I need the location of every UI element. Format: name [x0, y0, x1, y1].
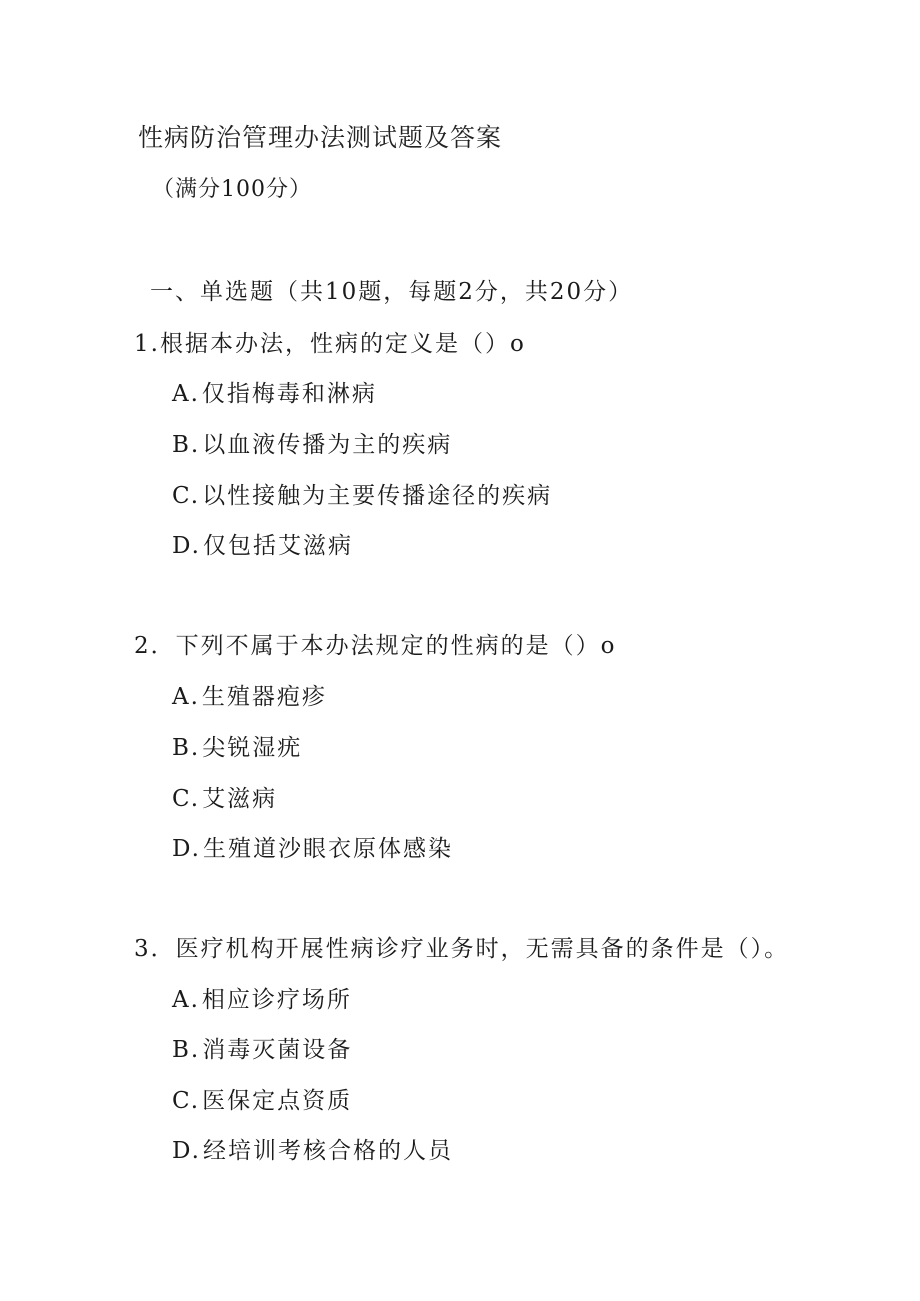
question-1-option-a — [172, 375, 377, 408]
question-2-option-b — [172, 729, 302, 762]
option-text: 以性接触为主要传播途径的疾病 — [202, 483, 553, 509]
question-2-option-a — [172, 678, 327, 711]
document-subtitle: （满分100分） — [152, 177, 312, 202]
question-2-option-d — [172, 830, 453, 863]
question-3-option-c — [172, 1082, 352, 1115]
question-3-option-d — [172, 1132, 453, 1165]
option-letter: C. — [172, 786, 201, 812]
question-1-option-c — [172, 477, 552, 510]
question-1-option-d — [172, 527, 353, 560]
option-letter: D. — [172, 533, 201, 559]
option-text: 生殖道沙眼衣原体感染 — [202, 836, 453, 862]
option-letter: A. — [172, 381, 200, 407]
option-text: 医保定点资质 — [202, 1088, 353, 1114]
section-heading: 一、单选题（共10题，每题2分，共20分） — [150, 279, 634, 305]
option-letter: B. — [172, 735, 201, 761]
question-3-option-b — [172, 1031, 352, 1064]
option-text: 经培训考核合格的人员 — [202, 1138, 453, 1164]
option-text: 仅包括艾滋病 — [202, 533, 353, 559]
option-letter: C. — [172, 483, 201, 509]
option-text: 尖锐湿疣 — [202, 735, 303, 761]
question-2-option-c — [172, 780, 277, 813]
option-text: 消毒灭菌设备 — [202, 1037, 353, 1063]
option-text: 艾滋病 — [202, 786, 278, 812]
option-text: 以血液传播为主的疾病 — [202, 432, 453, 458]
option-letter: A. — [172, 987, 200, 1013]
option-letter: D. — [172, 1138, 201, 1164]
option-letter: B. — [172, 1037, 201, 1063]
question-3-stem: 3．医疗机构开展性病诊疗业务时，无需具备的条件是（）。 — [134, 936, 790, 962]
question-1-option-b — [172, 426, 452, 459]
document-title: 性病防治管理办法测试题及答案 — [138, 123, 503, 152]
option-letter: B. — [172, 432, 201, 458]
question-3-option-a — [172, 981, 352, 1014]
option-text: 仅指梅毒和淋病 — [201, 381, 377, 407]
option-letter: C. — [172, 1088, 201, 1114]
option-letter: D. — [172, 836, 201, 862]
question-1-stem: 1.根据本办法，性病的定义是（）o — [134, 331, 526, 357]
question-2-stem: 2．下列不属于本办法规定的性病的是（）o — [134, 633, 617, 659]
option-letter: A. — [172, 684, 200, 710]
option-text: 生殖器疱疹 — [201, 684, 327, 710]
option-text: 相应诊疗场所 — [201, 987, 352, 1013]
